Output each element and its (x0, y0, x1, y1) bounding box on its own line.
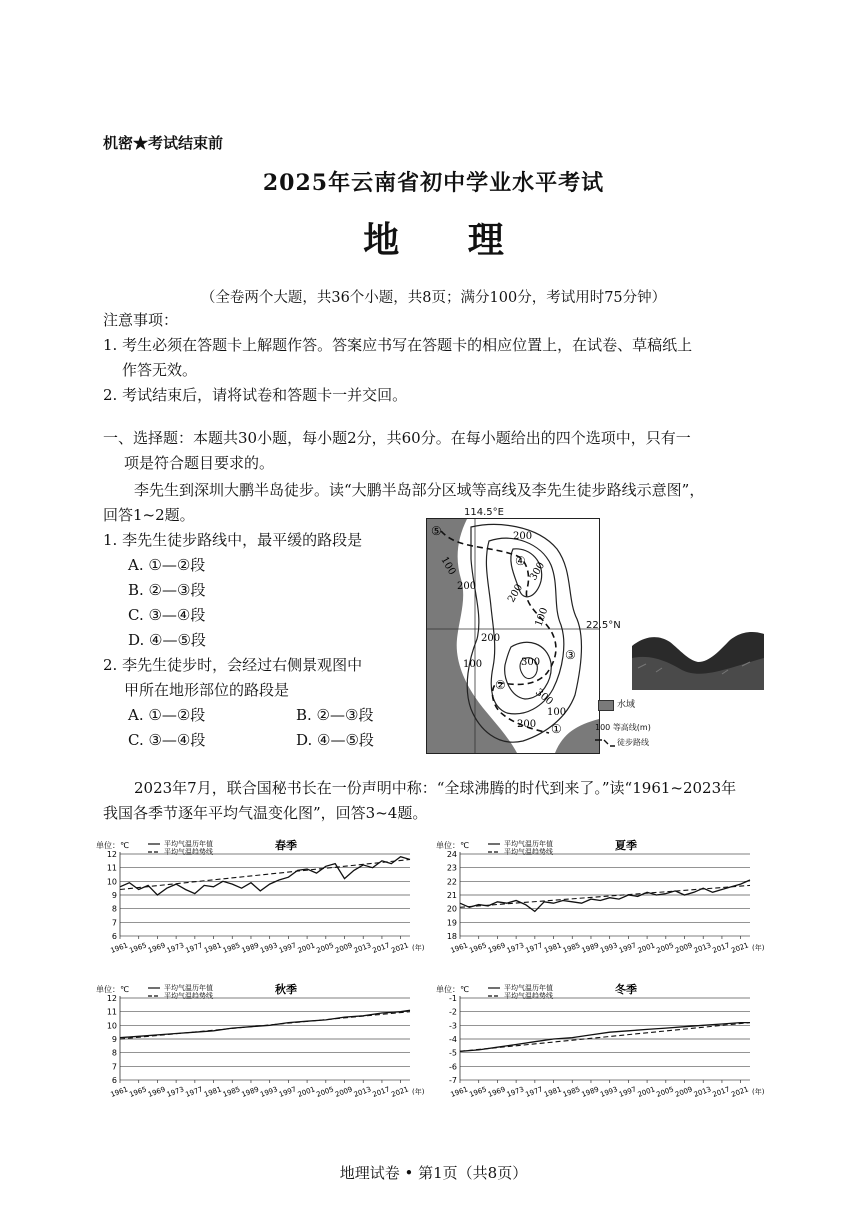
chart-y-tick-label: 9 (111, 1035, 117, 1044)
chart-unit-label: 单位：℃ (436, 841, 469, 850)
q2-stem: 2. 李先生徒步时，会经过右侧景观图中 (103, 656, 363, 674)
chart-y-tick-label: 7 (111, 1062, 117, 1072)
chart-y-tick-label: 6 (111, 932, 117, 941)
chart-x-tick-label: 2001 (296, 1085, 317, 1099)
chart-x-tick-label: 1985 (221, 941, 242, 955)
q1-option-c[interactable]: C. ③—④段 (128, 606, 206, 624)
q2-option-c[interactable]: C. ③—④段 (128, 731, 206, 749)
chart-x-tick-label: 1993 (599, 941, 619, 955)
chart-x-tick-label: 1993 (599, 1085, 619, 1099)
chart-x-tick-label: 1969 (146, 1085, 167, 1099)
chart-x-tick-label: 2009 (674, 941, 694, 955)
exam-info: （全卷两个大题，共36个小题，共8页；满分100分，考试用时75分钟） (200, 290, 667, 306)
confidential-mark: 机密★考试结束前 (103, 134, 224, 152)
chart-y-tick-label: -4 (449, 1035, 457, 1044)
chart-x-tick-label: 1989 (240, 1085, 261, 1099)
chart-y-tick-label: -5 (449, 1048, 457, 1058)
chart-spring (96, 838, 426, 970)
chart-x-unit-label: (年) (412, 1088, 425, 1096)
route-point-3: ③ (565, 648, 576, 662)
legend-trend-label: 平均气温趋势线 (164, 992, 213, 1000)
chart-y-tick-label: 12 (106, 994, 117, 1003)
chart-y-tick-label: 6 (111, 1076, 117, 1085)
chart-x-tick-label: 1965 (128, 941, 148, 955)
chart-y-tick-label: 24 (446, 850, 457, 859)
chart-x-tick-label: 2021 (730, 1085, 750, 1099)
chart-y-tick-label: 11 (106, 1007, 117, 1017)
intro-q1-2: 李先生到深圳大鹏半岛徒步。读“大鹏半岛部分区域等高线及李先生徒步路线示意图”， (134, 481, 705, 499)
chart-x-tick-label: 2021 (390, 1085, 410, 1099)
series-trend-line (460, 1023, 750, 1052)
chart-x-tick-label: 1961 (109, 1085, 130, 1099)
series-actual-line (460, 880, 750, 911)
map-longitude-label: 114.5°E (464, 507, 504, 518)
legend-trend-label: 平均气温趋势线 (164, 848, 213, 856)
chart-x-tick-label: 2021 (390, 941, 410, 955)
photo-label-jia: 甲 (684, 641, 698, 657)
chart-unit-label: 单位：℃ (96, 841, 129, 850)
map-label-100-a: 100 (438, 555, 458, 578)
route-point-4: ④ (515, 554, 526, 568)
chart-x-tick-label: 2013 (352, 941, 373, 955)
landscape-photo (632, 628, 764, 690)
chart-x-tick-label: 1973 (165, 1085, 186, 1099)
legend-trend-label: 平均气温趋势线 (504, 992, 553, 1000)
chart-x-tick-label: 1965 (468, 1085, 488, 1099)
chart-x-tick-label: 1997 (617, 941, 638, 955)
chart-x-tick-label: 1973 (505, 1085, 526, 1099)
chart-x-tick-label: 1977 (524, 1085, 544, 1099)
chart-x-tick-label: 1981 (203, 941, 223, 955)
route-point-5: ⑤ (431, 524, 442, 538)
notes-title: 注意事项： (103, 311, 179, 329)
q2-option-d[interactable]: D. ④—⑤段 (296, 731, 374, 749)
map-label-200-b: 200 (513, 531, 533, 542)
chart-x-tick-label: 2005 (315, 941, 335, 955)
chart-x-tick-label: 1985 (221, 1085, 242, 1099)
legend-actual-label: 平均气温历年值 (504, 984, 553, 992)
chart-y-tick-label: 19 (446, 918, 457, 928)
legend-route-swatch (594, 738, 616, 748)
map-label-200-c: 200 (506, 582, 526, 605)
intro-q1-2-cont: 回答1~2题。 (103, 506, 195, 524)
chart-x-tick-label: 2013 (692, 1085, 713, 1099)
chart-x-tick-label: 1977 (184, 941, 204, 955)
chart-y-tick-label: -2 (449, 1007, 457, 1017)
contour-map (426, 518, 600, 754)
chart-y-tick-label: 10 (106, 1021, 117, 1031)
subject-title: 地 理 (363, 219, 532, 261)
chart-x-tick-label: 1973 (505, 941, 526, 955)
series-actual-line (120, 857, 410, 895)
chart-y-tick-label: 23 (446, 863, 457, 873)
legend-water-label: 水域 (617, 700, 636, 710)
chart-autumn-svg (96, 982, 426, 1110)
legend-route-label: 徒步路线 (617, 738, 649, 747)
chart-x-tick-label: 1981 (203, 1085, 223, 1099)
chart-summer-svg (436, 838, 766, 966)
chart-x-tick-label: 1961 (109, 941, 130, 955)
chart-title: 冬季 (615, 983, 637, 996)
chart-x-tick-label: 1973 (165, 941, 186, 955)
chart-y-tick-label: 10 (106, 877, 117, 887)
chart-x-tick-label: 2009 (674, 1085, 694, 1099)
chart-y-tick-label: 8 (111, 1048, 117, 1058)
map-label-200-d: 200 (481, 633, 501, 644)
chart-x-tick-label: 1969 (486, 941, 507, 955)
q2-option-b[interactable]: B. ②—③段 (296, 706, 374, 724)
chart-x-unit-label: (年) (752, 1088, 765, 1096)
map-latitude-label: 22.5°N (586, 620, 621, 631)
section-1-heading: 一、选择题：本题共30小题，每小题2分，共60分。在每小题给出的四个选项中，只有一 (103, 429, 691, 447)
chart-x-tick-label: 2021 (730, 941, 750, 955)
chart-x-tick-label: 2005 (655, 941, 675, 955)
legend-contour-label: 100 等高线(m) (595, 723, 651, 732)
chart-x-tick-label: 1969 (486, 1085, 507, 1099)
route-point-1: ① (551, 722, 562, 736)
chart-title: 春季 (275, 839, 297, 852)
chart-x-tick-label: 2005 (655, 1085, 675, 1099)
chart-autumn (96, 982, 426, 1114)
chart-x-tick-label: 1997 (277, 941, 298, 955)
chart-y-tick-label: -6 (449, 1062, 457, 1072)
chart-x-unit-label: (年) (412, 944, 425, 952)
water-area-left (427, 519, 517, 753)
chart-y-tick-label: 9 (111, 891, 117, 900)
chart-x-tick-label: 2009 (334, 1085, 354, 1099)
intro-q3-4: 2023年7月，联合国秘书长在一份声明中称：“全球沸腾的时代到来了。”读“1961~2023年 (134, 779, 737, 797)
chart-x-tick-label: 1981 (543, 941, 563, 955)
chart-x-tick-label: 1993 (259, 1085, 279, 1099)
chart-x-tick-label: 1989 (240, 941, 261, 955)
map-label-300-a: 300 (528, 560, 548, 583)
chart-y-tick-label: 22 (446, 877, 457, 887)
chart-y-tick-label: 20 (446, 904, 457, 914)
chart-x-tick-label: 1961 (449, 941, 470, 955)
chart-spring-svg (96, 838, 426, 966)
q2-stem-cont: 甲所在地形部位的路段是 (124, 681, 290, 699)
chart-y-tick-label: 8 (111, 904, 117, 914)
note-2: 2. 考试结束后，请将试卷和答题卡一并交回。 (103, 386, 408, 404)
chart-x-tick-label: 1965 (468, 941, 488, 955)
chart-winter (436, 982, 766, 1114)
chart-x-tick-label: 2017 (711, 941, 731, 955)
note-1: 1. 考生必须在答题卡上解题作答。答案应书写在答题卡的相应位置上，在试卷、草稿纸上 (103, 336, 693, 354)
chart-y-tick-label: -3 (449, 1021, 457, 1031)
chart-y-tick-label: 18 (446, 932, 457, 941)
chart-x-tick-label: 2017 (711, 1085, 731, 1099)
chart-y-tick-label: 12 (106, 850, 117, 859)
note-1-cont: 作答无效。 (122, 361, 198, 379)
chart-y-tick-label: -7 (449, 1076, 457, 1085)
series-actual-line (120, 1010, 410, 1037)
chart-x-tick-label: 1961 (449, 1085, 470, 1099)
chart-x-tick-label: 2001 (296, 941, 317, 955)
chart-x-tick-label: 1989 (580, 941, 601, 955)
series-trend-line (460, 885, 750, 907)
chart-x-tick-label: 1985 (561, 1085, 582, 1099)
map-label-300-c: 300 (533, 686, 555, 708)
legend-water-swatch (598, 700, 614, 711)
chart-x-tick-label: 1989 (580, 1085, 601, 1099)
chart-x-tick-label: 1977 (184, 1085, 204, 1099)
chart-x-tick-label: 1977 (524, 941, 544, 955)
chart-y-tick-label: 11 (106, 863, 117, 873)
map-label-300-b: 300 (521, 657, 541, 668)
map-label-100-d: 100 (547, 707, 567, 718)
map-label-200-e: 200 (517, 719, 537, 730)
chart-x-unit-label: (年) (752, 944, 765, 952)
map-label-100-b: 100 (533, 606, 551, 629)
chart-unit-label: 单位：℃ (436, 985, 469, 994)
map-label-200-a: 200 (457, 581, 477, 592)
chart-title: 夏季 (615, 839, 637, 852)
chart-x-tick-label: 2013 (692, 941, 713, 955)
q1-option-a[interactable]: A. ①—②段 (128, 556, 206, 574)
chart-x-tick-label: 1997 (277, 1085, 298, 1099)
map-label-100-c: 100 (463, 659, 483, 670)
chart-x-tick-label: 1969 (146, 941, 167, 955)
chart-title: 秋季 (275, 983, 297, 996)
chart-x-tick-label: 2009 (334, 941, 354, 955)
series-trend-line (120, 860, 410, 890)
chart-x-tick-label: 2013 (352, 1085, 373, 1099)
legend-actual-label: 平均气温历年值 (164, 984, 213, 992)
chart-summer (436, 838, 766, 970)
chart-x-tick-label: 2017 (371, 941, 391, 955)
chart-winter-svg (436, 982, 766, 1110)
legend-trend-label: 平均气温趋势线 (504, 848, 553, 856)
q1-stem: 1. 李先生徒步路线中，最平缓的路段是 (103, 531, 363, 549)
page-footer: 地理试卷 • 第1页（共8页） (339, 1164, 528, 1182)
chart-y-tick-label: 21 (446, 891, 457, 900)
route-point-2: ② (495, 678, 506, 692)
chart-x-tick-label: 1997 (617, 1085, 638, 1099)
chart-x-tick-label: 1965 (128, 1085, 148, 1099)
section-1-heading-cont: 项是符合题目要求的。 (124, 454, 275, 472)
legend-actual-label: 平均气温历年值 (164, 840, 213, 848)
chart-x-tick-label: 1981 (543, 1085, 563, 1099)
chart-x-tick-label: 1993 (259, 941, 279, 955)
intro-q3-4-cont: 我国各季节逐年平均气温变化图”，回答3~4题。 (103, 804, 428, 822)
exam-title: 2025年云南省初中学业水平考试 (262, 170, 605, 196)
chart-y-tick-label: 7 (111, 918, 117, 928)
chart-x-tick-label: 2017 (371, 1085, 391, 1099)
chart-unit-label: 单位：℃ (96, 985, 129, 994)
chart-x-tick-label: 1985 (561, 941, 582, 955)
q1-option-b[interactable]: B. ②—③段 (128, 581, 206, 599)
chart-x-tick-label: 2005 (315, 1085, 335, 1099)
q1-option-d[interactable]: D. ④—⑤段 (128, 631, 206, 649)
chart-x-tick-label: 2001 (636, 941, 657, 955)
q2-option-a[interactable]: A. ①—②段 (128, 706, 206, 724)
chart-y-tick-label: -1 (449, 994, 457, 1003)
chart-x-tick-label: 2001 (636, 1085, 657, 1099)
legend-actual-label: 平均气温历年值 (504, 840, 553, 848)
